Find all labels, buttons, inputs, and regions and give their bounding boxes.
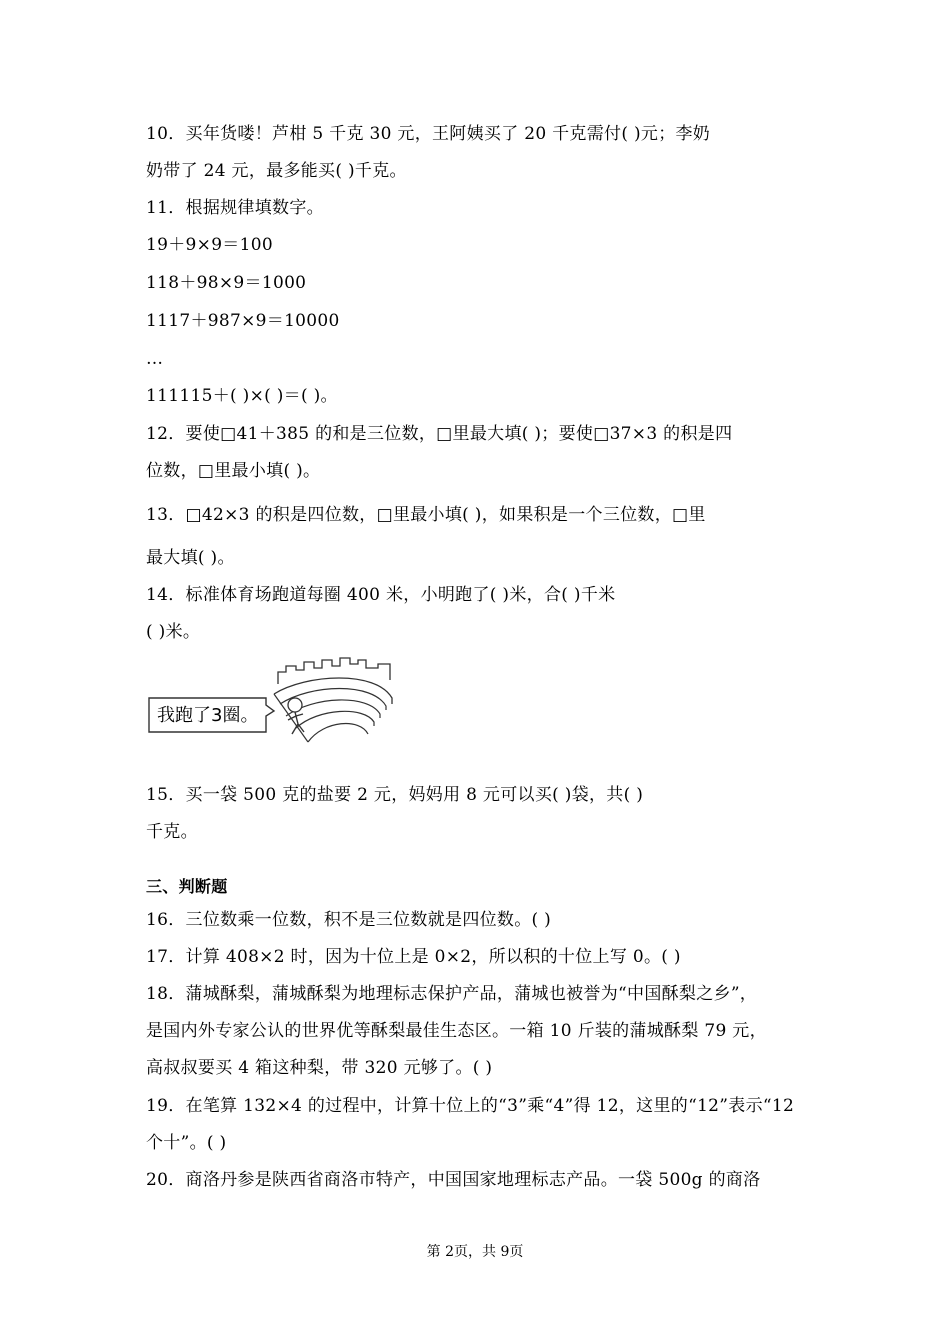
page-footer: 第 2页，共 9页 xyxy=(426,1244,524,1260)
q12-line-1: 12．要使□41＋385 的和是三位数，□里最大填( )；要使□37×3 的积是四 xyxy=(146,424,733,444)
q13-line-2: 最大填( )。 xyxy=(146,548,235,568)
q15-line-1: 15．买一袋 500 克的盐要 2 元，妈妈用 8 元可以买( )袋，共( ) xyxy=(146,785,644,805)
section-heading: 三、判断题 xyxy=(146,877,228,896)
q10-line-2: 奶带了 24 元，最多能买( )千克。 xyxy=(146,161,407,181)
speech-bubble-text: 我跑了3圈。 xyxy=(157,705,259,726)
q20-line-1: 20．商洛丹参是陕西省商洛市特产，中国国家地理标志产品。一袋 500g 的商洛 xyxy=(146,1170,761,1190)
q13-line-1: 13．□42×3 的积是四位数，□里最小填( )，如果积是一个三位数，□里 xyxy=(146,505,706,525)
q11-pattern-1: 19＋9×9＝100 xyxy=(146,235,273,255)
q11-ellipsis: … xyxy=(146,349,164,369)
q15-line-2: 千克。 xyxy=(146,822,198,842)
q10-line-1: 10．买年货喽！芦柑 5 千克 30 元，王阿姨买了 20 千克需付( )元；李奶 xyxy=(146,124,711,144)
stadium-stands xyxy=(278,658,390,684)
q11-answer-line: 111115＋( )×( )＝( )。 xyxy=(146,386,338,406)
q18-line-1: 18．蒲城酥梨，蒲城酥梨为地理标志保护产品，蒲城也被誉为“中国酥梨之乡”， xyxy=(146,984,758,1004)
runner-head xyxy=(288,698,302,712)
q19-line-1: 19．在笔算 132×4 的过程中，计算十位上的“3”乘“4”得 12，这里的“12”表示“12 xyxy=(146,1096,795,1116)
q14-line-2: ( )米。 xyxy=(146,622,201,642)
q12-line-2: 位数，□里最小填( )。 xyxy=(146,461,321,481)
q17-line-1: 17．计算 408×2 时，因为十位上是 0×2，所以积的十位上写 0。( ) xyxy=(146,947,681,967)
q14-line-1: 14．标准体育场跑道每圈 400 米，小明跑了( )米，合( )千米 xyxy=(146,585,616,605)
q11-pattern-3: 1117＋987×9＝10000 xyxy=(146,311,340,331)
q11-line-1: 11．根据规律填数字。 xyxy=(146,198,324,218)
track-illustration xyxy=(146,654,396,746)
q11-pattern-2: 118＋98×9＝1000 xyxy=(146,273,307,293)
q18-line-3: 高叔叔要买 4 箱这种梨，带 320 元够了。( ) xyxy=(146,1058,493,1078)
q18-line-2: 是国内外专家公认的世界优等酥梨最佳生态区。一箱 10 斤装的蒲城酥梨 79 元， xyxy=(146,1021,767,1041)
q19-line-2: 个十”。( ) xyxy=(146,1133,227,1153)
q16-line-1: 16．三位数乘一位数，积不是三位数就是四位数。( ) xyxy=(146,910,552,930)
